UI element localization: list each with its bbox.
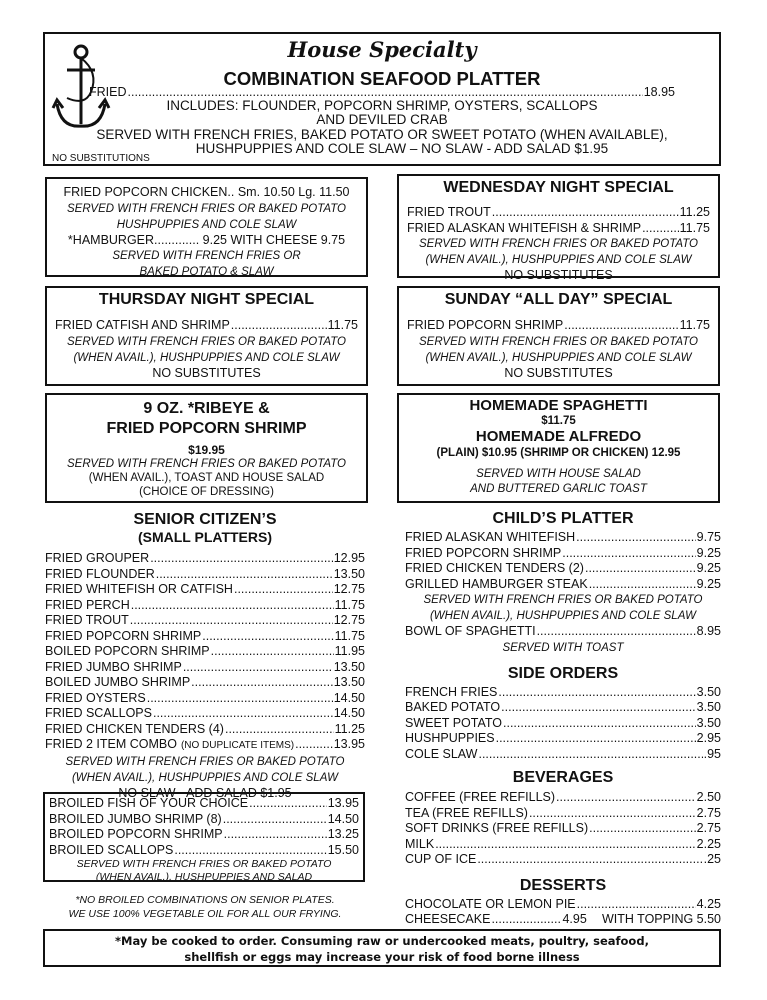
served-line-1: SERVED WITH FRENCH FRIES OR BAKED POTATO: [418, 335, 698, 348]
item-name: GRILLED HAMBURGER STEAK: [405, 576, 588, 591]
menu-row: [405, 747, 721, 763]
alfredo-price: (PLAIN) $10.95 (SHRIMP OR CHICKEN) 12.95: [436, 447, 681, 459]
item-price: 14.50: [327, 811, 359, 826]
menu-row: [45, 567, 365, 583]
menu-row: [405, 530, 721, 546]
item-price: 12.95: [333, 551, 365, 565]
item-price: 11.25: [334, 721, 365, 736]
menu-row: [45, 660, 365, 676]
item-price: 11.75: [679, 220, 710, 235]
menu-row: [407, 205, 710, 221]
menu-row: [405, 897, 721, 913]
cheesecake-row: [405, 912, 721, 928]
item-name: TEA (FREE REFILLS): [405, 805, 528, 820]
deviled-crab-line: AND DEVILED CRAB: [316, 112, 448, 127]
item-name: BROILED JUMBO SHRIMP (8): [49, 811, 222, 826]
child-title: CHILD’S PLATTER: [492, 510, 634, 527]
served-line-1: SERVED WITH FRENCH FRIES OR BAKED POTATO: [423, 594, 703, 606]
combo-note: (NO DUPLICATE ITEMS): [180, 740, 295, 751]
menu-row: [49, 812, 359, 828]
menu-row: [49, 827, 359, 843]
menu-row: [45, 551, 365, 567]
item-name: FRIED CHICKEN TENDERS (4): [45, 721, 224, 736]
item-price: 3.50: [696, 715, 721, 730]
note-line-2: WE USE 100% VEGETABLE OIL FOR ALL OUR FRYING.: [68, 908, 342, 920]
sunday-special-box: [397, 286, 720, 386]
menu-row: [405, 821, 721, 837]
item-name: FRIED OYSTERS: [45, 690, 146, 705]
thursday-special-box: [45, 286, 368, 386]
item-name: BOILED JUMBO SHRIMP: [45, 675, 191, 689]
menu-row: [405, 546, 721, 562]
menu-row: [405, 577, 721, 593]
item-name: FRIED FLOUNDER: [45, 566, 155, 581]
item-price: 14.50: [333, 690, 365, 705]
item-price: 2.25: [696, 836, 721, 851]
served-line-1: SERVED WITH FRENCH FRIES OR BAKED POTATO: [418, 238, 698, 250]
alfredo-title: HOMEMADE ALFREDO: [475, 428, 642, 445]
item-name: BAKED POTATO: [405, 700, 501, 714]
sides-title: SIDE ORDERS: [507, 664, 619, 682]
menu-row: [407, 221, 710, 237]
item-price: 4.25: [696, 896, 721, 911]
menu-row: [405, 806, 721, 822]
item-name: COLE SLAW: [405, 746, 478, 761]
item-name: FRIED ALASKAN WHITEFISH & SHRIMP: [407, 220, 642, 235]
cheesecake-price: 4.95: [562, 912, 587, 926]
senior-subtitle: (SMALL PLATTERS): [137, 529, 273, 545]
thursday-title: THURSDAY NIGHT SPECIAL: [98, 291, 315, 308]
served-line-1: SERVED WITH FRENCH FRIES OR BAKED POTATO: [66, 335, 346, 348]
item-name: FRENCH FRIES: [405, 684, 498, 699]
sunday-title: SUNDAY “ALL DAY” SPECIAL: [444, 291, 673, 308]
item-price: 13.25: [327, 827, 359, 841]
menu-row: [405, 731, 721, 747]
menu-row: [49, 796, 359, 812]
served-line-2: HUSHPUPPIES AND COLE SLAW: [116, 218, 297, 231]
menu-row: [45, 613, 365, 629]
item-name: BOILED POPCORN SHRIMP: [45, 644, 210, 658]
item-name: FRIED POPCORN SHRIMP: [407, 318, 564, 332]
served-line-2: (WHEN AVAIL.), TOAST AND HOUSE SALAD: [88, 472, 325, 484]
menu-row: [405, 624, 721, 640]
item-price: .95: [703, 746, 721, 761]
item-name: FRIED TROUT: [45, 613, 129, 627]
served-line-2: AND BUTTERED GARLIC TOAST: [470, 483, 647, 495]
item-price: 2.95: [696, 731, 721, 745]
item-name: COFFEE (FREE REFILLS): [405, 790, 556, 804]
item-price: 13.50: [333, 566, 365, 581]
item-price: 3.50: [696, 700, 721, 714]
item-price: 11.75: [334, 597, 365, 612]
item-name: CHOCOLATE OR LEMON PIE: [405, 896, 576, 911]
served-line-2: (WHEN AVAIL.), HUSHPUPPIES AND COLE SLAW: [425, 351, 692, 364]
toast-line: SERVED WITH TOAST: [502, 641, 624, 654]
item-name: FRIED CATFISH AND SHRIMP: [55, 318, 230, 332]
served-line-1: SERVED WITH FRENCH FRIES OR BAKED POTATO: [66, 202, 346, 215]
item-price: .25: [703, 852, 721, 866]
menu-row: [45, 598, 365, 614]
item-name: FRIED CHICKEN TENDERS (2): [405, 561, 584, 575]
item-name: FRIED TROUT: [407, 205, 491, 219]
served-line-2: (WHEN AVAIL.), HUSHPUPPIES AND COLE SLAW: [73, 351, 340, 364]
item-price: 9.25: [696, 545, 721, 560]
warning-box: [43, 929, 721, 967]
note-line-1: *NO BROILED COMBINATIONS ON SENIOR PLATES.: [75, 894, 335, 906]
menu-row: [45, 644, 365, 660]
spaghetti-title: HOMEMADE SPAGHETTI: [469, 397, 648, 414]
served-with-line: SERVED WITH FRENCH FRIES, BAKED POTATO OR SWEET POTATO (WHEN AVAILABLE),: [96, 127, 668, 142]
item-price: 14.50: [333, 706, 365, 720]
item-price: 15.50: [327, 842, 359, 857]
item-price: 12.75: [333, 613, 365, 627]
item-name: MILK: [405, 836, 435, 851]
item-name: FRIED ALASKAN WHITEFISH: [405, 530, 576, 544]
item-price: 11.75: [679, 318, 710, 332]
served-line-1: SERVED WITH FRENCH FRIES OR BAKED POTATO: [66, 458, 346, 470]
served-line-4: BAKED POTATO & SLAW: [139, 266, 274, 278]
served-line-2: (WHEN AVAIL.), HUSHPUPPIES AND COLE SLAW: [425, 254, 692, 266]
house-specialty-box: [43, 32, 721, 166]
no-slaw-line: NO SLAW - ADD SALAD $1.95: [118, 785, 292, 800]
item-price: 11.95: [334, 644, 365, 658]
item-price: 9.75: [696, 530, 721, 544]
item-name: HUSHPUPPIES: [405, 731, 495, 745]
served-line-3: SERVED WITH FRENCH FRIES OR: [112, 250, 301, 262]
no-substitutes: NO SUBSTITUTES: [504, 268, 613, 282]
wednesday-title: WEDNESDAY NIGHT SPECIAL: [443, 179, 674, 196]
item-price: 2.75: [696, 805, 721, 820]
item-price: 13.95: [327, 796, 359, 810]
item-price: 2.50: [696, 790, 721, 804]
includes-line: INCLUDES: FLOUNDER, POPCORN SHRIMP, OYSTERS, SCALLOPS: [166, 98, 598, 113]
item-name: BROILED POPCORN SHRIMP: [49, 827, 223, 841]
hushpuppies-line: HUSHPUPPIES AND COLE SLAW – NO SLAW - ADD SALAD $1.95: [195, 141, 609, 156]
item-name: SOFT DRINKS (FREE REFILLS): [405, 821, 589, 835]
item-name: FRIED PERCH: [45, 597, 130, 612]
item-name: FRIED POPCORN SHRIMP: [45, 628, 202, 643]
item-name: FRIED SCALLOPS: [45, 706, 152, 720]
notes: [45, 893, 365, 921]
menu-row: [45, 722, 365, 738]
spaghetti-price: $11.75: [541, 415, 576, 427]
item-price: 13.50: [333, 675, 365, 689]
item-name: BOWL OF SPAGHETTI: [405, 624, 536, 638]
beverages-title: BEVERAGES: [512, 769, 614, 786]
menu-row: [55, 318, 358, 334]
senior-section: [45, 510, 365, 801]
item-name: FRIED WHITEFISH OR CATFISH: [45, 582, 233, 596]
ribeye-price: $19.95: [188, 443, 225, 457]
item-name: FRIED JUMBO SHRIMP: [45, 659, 182, 674]
no-substitutes: NO SUBSTITUTES: [152, 365, 261, 380]
item-price: 11.25: [679, 205, 710, 219]
menu-row: [405, 852, 721, 868]
item-price: 3.50: [696, 684, 721, 699]
menu-row: [405, 685, 721, 701]
menu-row: [405, 790, 721, 806]
menu-row: [405, 716, 721, 732]
desserts-title: DESSERTS: [519, 876, 607, 894]
combo-row: [45, 737, 365, 754]
item-name: BROILED SCALLOPS: [49, 842, 174, 857]
senior-title: SENIOR CITIZEN’S: [133, 511, 277, 528]
menu-row: [405, 561, 721, 577]
item-name: FRIED POPCORN SHRIMP: [405, 545, 562, 560]
combination-platter-title: COMBINATION SEAFOOD PLATTER: [223, 68, 541, 89]
item-name: FRIED GROUPER: [45, 551, 150, 565]
menu-row: [405, 700, 721, 716]
item-name: CUP OF ICE: [405, 852, 477, 866]
ribeye-box: [45, 393, 368, 503]
served-line-2: (WHEN AVAIL.), HUSHPUPPIES AND SALAD: [95, 871, 313, 883]
item-price: 11.75: [334, 628, 365, 643]
item-price: 9.25: [696, 576, 721, 591]
broiled-box: [43, 792, 365, 882]
ribeye-title-1: 9 OZ. *RIBEYE &: [143, 400, 270, 417]
menu-row: [45, 629, 365, 645]
served-line-3: (CHOICE OF DRESSING): [139, 486, 274, 498]
item-price: 11.75: [327, 318, 358, 332]
ribeye-title-2: FRIED POPCORN SHRIMP: [106, 420, 307, 437]
hamburger-line: *HAMBURGER............. 9.25 WITH CHEESE 9.75: [67, 232, 346, 247]
item-price: 12.75: [333, 582, 365, 596]
served-line-2: (WHEN AVAIL.), HUSHPUPPIES AND COLE SLAW: [429, 610, 697, 622]
item-price: 8.95: [696, 624, 721, 638]
served-line-1: SERVED WITH HOUSE SALAD: [476, 468, 641, 480]
fried-label: FRIED: [89, 85, 127, 99]
wednesday-special-box: [397, 174, 720, 282]
served-line-1: SERVED WITH FRENCH FRIES OR BAKED POTATO: [76, 858, 332, 870]
item-price: 13.50: [333, 659, 365, 674]
menu-row: [45, 691, 365, 707]
menu-row: [407, 318, 710, 334]
menu-row: [45, 582, 365, 598]
menu-row: [45, 675, 365, 691]
topping-price: WITH TOPPING 5.50: [601, 912, 721, 926]
warning-line-1: *May be cooked to order. Consuming raw or undercooked meats, poultry, seafood,: [115, 934, 649, 948]
fried-platter-price: 18.95: [643, 85, 675, 99]
no-substitutes: NO SUBSTITUTES: [504, 365, 613, 380]
item-price: 9.25: [696, 561, 721, 575]
combo-price: 13.95: [333, 737, 365, 751]
menu-row: [49, 843, 359, 859]
served-line-2: (WHEN AVAIL.), HUSHPUPPIES AND COLE SLAW: [71, 771, 339, 784]
item-price: 2.75: [696, 821, 721, 835]
house-specialty-script-title: House Specialty: [287, 37, 477, 62]
no-substitutions: NO SUBSTITUTIONS: [52, 153, 150, 164]
item-name: SWEET POTATO: [405, 715, 503, 730]
combo-name: FRIED 2 ITEM COMBO: [45, 737, 177, 751]
served-line-1: SERVED WITH FRENCH FRIES OR BAKED POTATO: [65, 755, 345, 768]
warning-line-2: shellfish or eggs may increase your risk of food borne illness: [184, 950, 580, 964]
spaghetti-box: [397, 393, 720, 503]
cheesecake-name: CHEESECAKE: [405, 912, 491, 926]
popcorn-chicken-box: [45, 177, 368, 277]
popcorn-chicken-line: FRIED POPCORN CHICKEN.. Sm. 10.50 Lg. 11.50: [63, 185, 350, 199]
menu-row: [405, 837, 721, 853]
item-name: BROILED FISH OF YOUR CHOICE: [49, 796, 249, 810]
menu-row: [45, 706, 365, 722]
right-column: [405, 509, 721, 928]
